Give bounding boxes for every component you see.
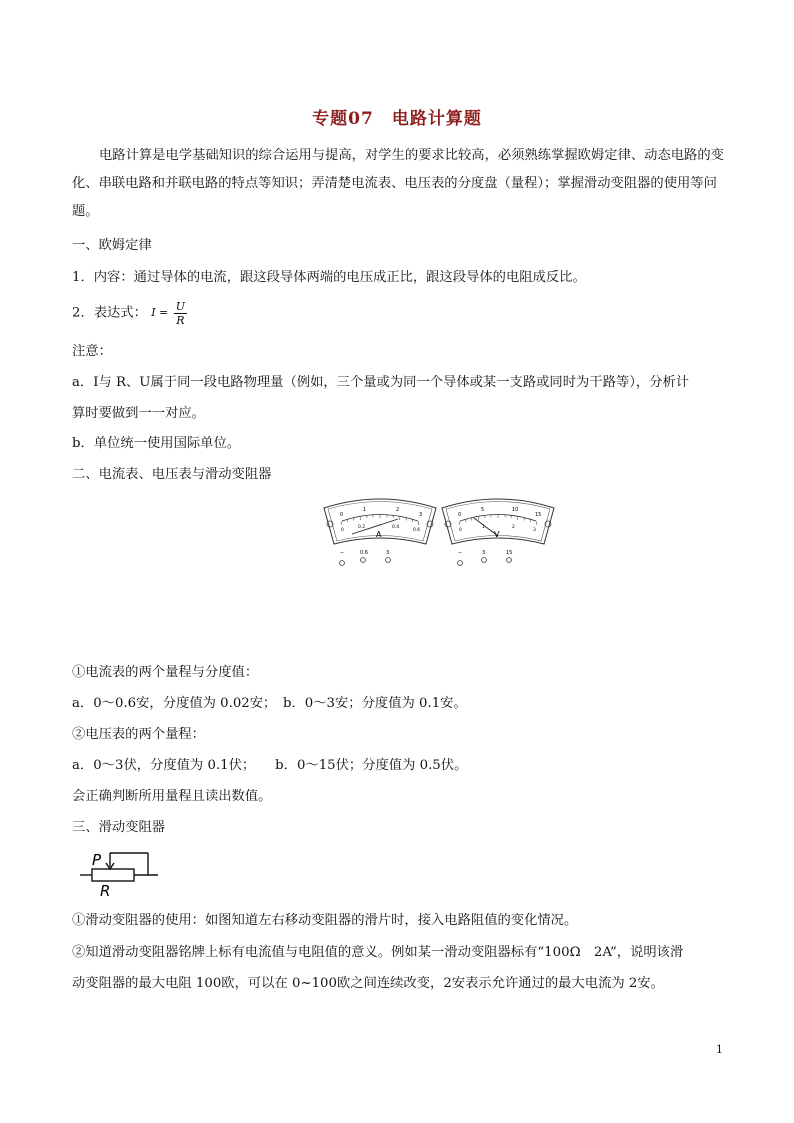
section2-heading: 二、电流表、电压表与滑动变阻器 [72, 467, 272, 482]
rheostat-use-note: ①滑动变阻器的使用：如图知道左右移动变阻器的滑片时，接入电路阻值的变化情况。 [72, 913, 578, 928]
ammeter-upper-tick-3: 3 [419, 512, 423, 518]
ammeter-terminal-0: − [340, 550, 345, 556]
voltmeter-upper-tick-0: 0 [458, 512, 462, 518]
voltmeter-lower-tick-1: 1 [482, 525, 485, 530]
voltmeter-letter: V [494, 530, 500, 539]
voltmeter-upper-tick-3: 15 [535, 512, 542, 518]
formula-numerator: U [175, 299, 186, 313]
rheostat-symbol [76, 848, 164, 898]
voltmeter-terminal-0: − [458, 550, 463, 556]
voltmeter-lower-tick-3: 3 [533, 528, 536, 533]
voltmeter-upper-tick-1: 5 [481, 507, 485, 513]
rheostat-r-label: R [100, 882, 111, 898]
ammeter-terminal-1: 0.6 [360, 550, 368, 556]
ammeter-upper-tick-2: 2 [396, 507, 400, 513]
voltmeter-terminal-1: 3 [482, 550, 486, 556]
formula-denominator: R [176, 313, 185, 327]
voltmeter-ranges: a．0～3伏，分度值为 0.1伏； b．0～15伏；分度值为 0.5伏。 [72, 758, 468, 773]
ammeter-upper-tick-1: 1 [363, 507, 367, 513]
ohm-law-content: 1．内容：通过导体的电流，跟这段导体两端的电压成正比，跟这段导体的电阻成反比。 [72, 270, 586, 285]
ohm-formula [151, 296, 187, 330]
voltmeter-ranges-label: ②电压表的两个量程： [72, 727, 205, 742]
note-a-line2: 算时要做到一一对应。 [72, 406, 205, 421]
rheostat-p-label: P [92, 851, 102, 869]
formula-lhs: I = [151, 306, 169, 319]
voltmeter [442, 499, 554, 565]
voltmeter-terminal-2: 15 [506, 550, 513, 556]
read-note: 会正确判断所用量程且读出数值。 [72, 789, 272, 804]
voltmeter-lower-tick-0: 0 [459, 528, 462, 533]
ammeter [324, 499, 436, 565]
note-a-line1: a．I与 R、U属于同一段电路物理量（例如，三个量或为同一个导体或某一支路或同时为干路等），分析计 [72, 375, 690, 390]
ammeter-lower-tick-1: 0.2 [358, 525, 366, 530]
note-label: 注意： [72, 344, 112, 359]
ammeter-ranges: a．0～0.6安，分度值为 0.02安； b．0～3安；分度值为 0.1安。 [72, 696, 467, 711]
voltmeter-lower-tick-2: 2 [512, 525, 515, 530]
nameplate-line2: 动变阻器的最大电阻 100欧，可以在 0~100欧之间连续改变，2安表示允许通过的最大电流为 2安。 [72, 976, 664, 991]
ammeter-lower-tick-0: 0 [341, 528, 344, 533]
section3-heading: 三、滑动变阻器 [72, 820, 166, 835]
page-title: 专题07 电路计算题 [312, 109, 482, 129]
ammeter-ranges-label: ①电流表的两个量程与分度值： [72, 665, 259, 680]
intro-paragraph: 电路计算是电学基础知识的综合运用与提高，对学生的要求比较高，必须熟练掌握欧姆定律、动态电路的变化、串联电路和并联电路的特点等知识；弄清楚电流表、电压表的分度盘（量程）；掌握滑动变阻器的使用等问题。 [72, 148, 724, 219]
section1-heading: 一、欧姆定律 [72, 238, 152, 253]
page-number: 1 [716, 1043, 723, 1056]
meters-illustration [318, 494, 560, 572]
ammeter-terminal-2: 3 [386, 550, 390, 556]
formula-label: 2．表达式： [72, 305, 147, 321]
note-b: b．单位统一使用国际单位。 [72, 436, 241, 451]
ammeter-lower-tick-2: 0.4 [392, 525, 400, 530]
ohm-law-formula-line [72, 296, 187, 331]
ammeter-lower-tick-3: 0.6 [413, 528, 421, 533]
voltmeter-upper-tick-2: 10 [512, 507, 519, 513]
ammeter-letter: A [376, 530, 382, 539]
nameplate-line1: ②知道滑动变阻器铭牌上标有电流值与电阻值的意义。例如某一滑动变阻器标有“100Ω 2A”，说明该滑 [72, 945, 684, 960]
ammeter-upper-tick-0: 0 [340, 512, 344, 518]
